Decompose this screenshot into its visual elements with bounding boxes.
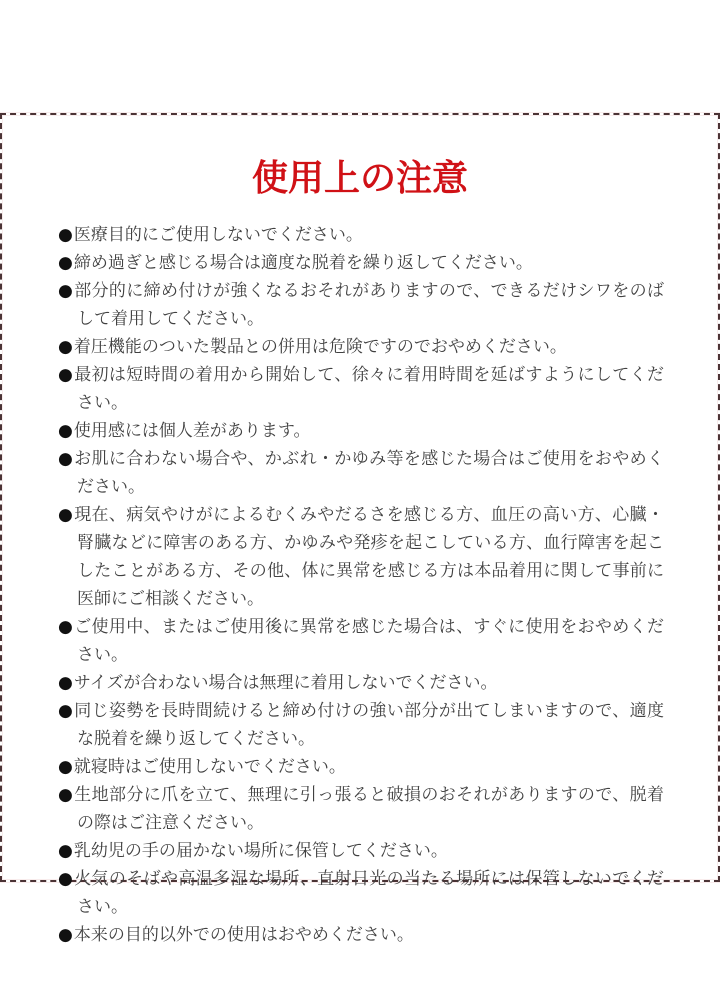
precaution-text: 乳幼児の手の届かない場所に保管してください。 — [73, 841, 448, 862]
bullet-marker: ● — [58, 925, 73, 946]
bullet-marker: ● — [58, 673, 73, 694]
precaution-text: 同じ姿勢を長時間続けると締め付けの強い部分が出てしまいますので、適度な脱着を繰り返してください。 — [74, 701, 664, 750]
bullet-marker: ● — [58, 841, 73, 862]
precaution-text: 火気のそばや高温多湿な場所、直射日光の当たる場所には保管しないでください。 — [74, 869, 665, 918]
precaution-text: 使用感には個人差があります。 — [73, 421, 311, 442]
precaution-text: 現在、病気やけがによるむくみやだるさを感じる方、血圧の高い方、心臓・腎臓などに障害のある方、かゆみや発疹を起こしている方、血行障害を起こしたことがある方、その他、体に異常を感じる方は本品着用に関して事前に医師にご相談ください。 — [74, 505, 665, 610]
bullet-marker: ● — [58, 785, 74, 806]
precaution-item — [58, 781, 664, 837]
precaution-item — [58, 613, 664, 669]
precaution-item — [58, 361, 664, 417]
precaution-item — [58, 501, 664, 613]
bullet-marker: ● — [58, 337, 73, 358]
precaution-text: 最初は短時間の着用から開始して、徐々に着用時間を延ばすようにしてください。 — [74, 365, 664, 414]
precaution-text: 本来の目的以外での使用はおやめください。 — [73, 925, 414, 946]
bullet-marker: ● — [58, 701, 74, 722]
precaution-text: 着圧機能のついた製品との併用は危険ですのでおやめください。 — [73, 337, 567, 358]
bullet-marker: ● — [58, 449, 74, 470]
precautions-list — [2, 221, 718, 949]
precaution-text: 部分的に締め付けが強くなるおそれがありますので、できるだけシワをのばして着用してください。 — [74, 281, 664, 330]
precaution-text: お肌に合わない場合や、かぶれ・かゆみ等を感じた場合はご使用をおやめください。 — [74, 449, 664, 498]
precaution-item — [58, 753, 664, 781]
precaution-text: サイズが合わない場合は無理に着用しないでください。 — [73, 673, 498, 694]
precaution-text: 締め過ぎと感じる場合は適度な脱着を繰り返してください。 — [73, 253, 533, 274]
bullet-marker: ● — [58, 253, 73, 274]
bullet-marker: ● — [58, 617, 74, 638]
precaution-text: 就寝時はご使用しないでください。 — [73, 757, 346, 778]
bullet-marker: ● — [58, 281, 74, 302]
bullet-marker: ● — [58, 505, 74, 526]
precaution-item — [58, 333, 664, 361]
precaution-item — [58, 865, 664, 921]
precaution-item — [58, 445, 664, 501]
precaution-item — [58, 277, 664, 333]
precaution-text: ご使用中、またはご使用後に異常を感じた場合は、すぐに使用をおやめください。 — [74, 617, 665, 666]
precaution-text: 生地部分に爪を立て、無理に引っ張ると破損のおそれがありますので、脱着の際はご注意ください。 — [74, 785, 664, 834]
page-title: 使用上の注意 — [251, 158, 468, 199]
precaution-item — [58, 249, 664, 277]
precaution-item — [58, 837, 664, 865]
precaution-item — [58, 921, 664, 949]
precaution-text: 医療目的にご使用しないでください。 — [73, 225, 363, 246]
precaution-item — [58, 669, 664, 697]
precaution-item — [58, 697, 664, 753]
bullet-marker: ● — [58, 869, 74, 890]
dashed-cutline-border — [0, 113, 720, 946]
bullet-marker: ● — [58, 365, 74, 386]
bullet-marker: ● — [58, 225, 73, 246]
bullet-marker: ● — [58, 757, 73, 778]
precaution-item — [58, 417, 664, 445]
precaution-item — [58, 221, 664, 249]
bullet-marker: ● — [58, 421, 73, 442]
